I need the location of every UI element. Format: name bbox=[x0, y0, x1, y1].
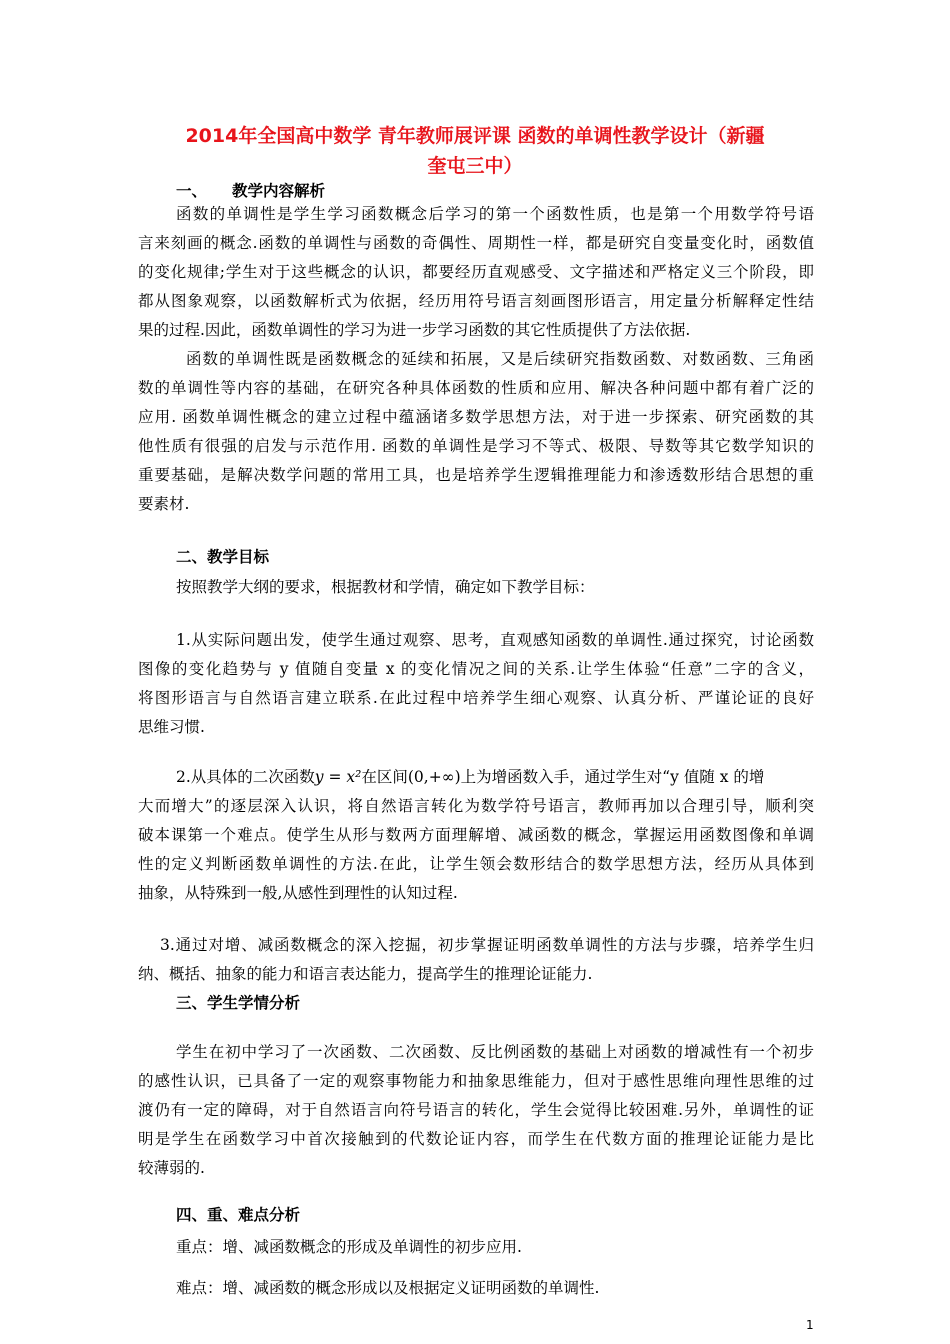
section-1-para-1-line: 的变化规律;学生对于这些概念的认识，都要经历直观感受、文字描述和严格定义三个阶段，即 bbox=[138, 263, 814, 281]
section-1-para-2-line: 他性质有很强的启发与示范作用. 函数的单调性是学习不等式、极限、导数等其它数学知识的 bbox=[138, 437, 814, 455]
goal-2-line: 大而增大”的逐层深入认识，将自然语言转化为数学符号语言，教师再加以合理引导，顺利突 bbox=[138, 797, 814, 815]
section-4-heading: 四、重、难点分析 bbox=[176, 1206, 301, 1224]
goal-1-line: 将图形语言与自然语言建立联系.在此过程中培养学生细心观察、认真分析、严谨论证的良好 bbox=[138, 689, 814, 707]
document-title-line-1: 2014年全国高中数学 青年教师展评课 函数的单调性教学设计（新疆 bbox=[185, 125, 765, 147]
page-number: 1 bbox=[806, 1318, 814, 1332]
section-1-para-2-line: 函数的单调性既是函数概念的延续和拓展，又是后续研究指数函数、对数函数、三角函 bbox=[186, 350, 814, 368]
difficult-point-text: 难点：增、减函数的概念形成以及根据定义证明函数的单调性. bbox=[176, 1279, 600, 1297]
section-3-para-line: 明是学生在函数学习中首次接触到的代数论证内容，而学生在代数方面的推理论证能力是比 bbox=[138, 1130, 814, 1148]
section-3-para-line: 较薄弱的. bbox=[138, 1159, 205, 1177]
section-1-number: 一、 bbox=[176, 182, 208, 200]
document-title-line-2: 奎屯三中） bbox=[427, 155, 523, 177]
section-2-intro: 按照教学大纲的要求，根据教材和学情，确定如下教学目标： bbox=[176, 578, 595, 596]
goal-2-text-a: 2.从具体的二次函数 bbox=[176, 768, 315, 786]
goal-3-line: 纳、概括、抽象的能力和语言表达能力，提高学生的推理论证能力. bbox=[138, 965, 593, 983]
section-1-para-1-line: 果的过程.因此，函数单调性的学习为进一步学习函数的其它性质提供了方法依据. bbox=[138, 321, 691, 339]
section-3-para-line: 的感性认识，已具备了一定的观察事物能力和抽象思维能力，但对于感性思维向理性思维的过 bbox=[138, 1072, 814, 1090]
section-1-para-2-line: 要素材. bbox=[138, 495, 190, 513]
goal-2-text-c: 上为增函数入手，通过学生对“y 值随 x 的增 bbox=[460, 768, 765, 786]
section-1-para-1-line: 都从图象观察，以函数解析式为依据，经历用符号语言刻画图形语言，用定量分析解释定性结 bbox=[138, 292, 814, 310]
goal-2-text-b: 在区间 bbox=[361, 768, 408, 786]
section-1-para-2-line: 重要基础，是解决数学问题的常用工具，也是培养学生逻辑推理能力和渗透数形结合思想的重 bbox=[138, 466, 814, 484]
section-3-heading: 三、学生学情分析 bbox=[176, 994, 301, 1012]
section-1-para-2-line: 数的单调性等内容的基础，在研究各种具体函数的性质和应用、解决各种问题中都有着广泛的 bbox=[138, 379, 814, 397]
section-3-para-line: 学生在初中学习了一次函数、二次函数、反比例函数的基础上对函数的增减性有一个初步 bbox=[176, 1043, 814, 1061]
goal-1-line: 图像的变化趋势与 y 值随自变量 x 的变化情况之间的关系.让学生体验“任意”二字的含义， bbox=[138, 660, 814, 678]
section-1-heading: 教学内容解析 bbox=[232, 182, 326, 200]
goal-1-line: 1.从实际问题出发，使学生通过观察、思考，直观感知函数的单调性.通过探究，讨论函数 bbox=[176, 631, 814, 649]
section-1-para-2-line: 应用. 函数单调性概念的建立过程中蕴涵诸多数学思想方法，对于进一步探索、研究函数的其 bbox=[138, 408, 814, 426]
goal-2-line: 破本课第一个难点。使学生从形与数两方面理解增、减函数的概念，掌握运用函数图像和单调 bbox=[138, 826, 814, 844]
section-3-para-line: 渡仍有一定的障碍，对于自然语言向符号语言的转化，学生会觉得比较困难.另外，单调性的证 bbox=[138, 1101, 814, 1119]
goal-2-line: 性的定义判断函数单调性的方法.在此，让学生领会数形结合的数学思想方法，经历从具体到 bbox=[138, 855, 814, 873]
goal-2-first-line bbox=[176, 766, 764, 788]
goal-2-line: 抽象，从特殊到一般,从感性到理性的认知过程. bbox=[138, 884, 458, 902]
interval-zero-to-infinity: (0,+∞) bbox=[407, 768, 461, 786]
goal-1-line: 思维习惯. bbox=[138, 718, 205, 736]
formula-y-equals-x-squared: y = x² bbox=[314, 768, 362, 786]
goal-3-line: 3.通过对增、减函数概念的深入挖掘，初步掌握证明函数单调性的方法与步骤，培养学生归 bbox=[160, 936, 814, 954]
section-2-heading: 二、教学目标 bbox=[176, 548, 270, 566]
key-point-text: 重点：增、减函数概念的形成及单调性的初步应用. bbox=[176, 1238, 522, 1256]
section-1-para-1-line: 函数的单调性是学生学习函数概念后学习的第一个函数性质，也是第一个用数学符号语 bbox=[176, 205, 814, 223]
section-1-para-1-line: 言来刻画的概念.函数的单调性与函数的奇偶性、周期性一样，都是研究自变量变化时，函数值 bbox=[138, 234, 814, 252]
